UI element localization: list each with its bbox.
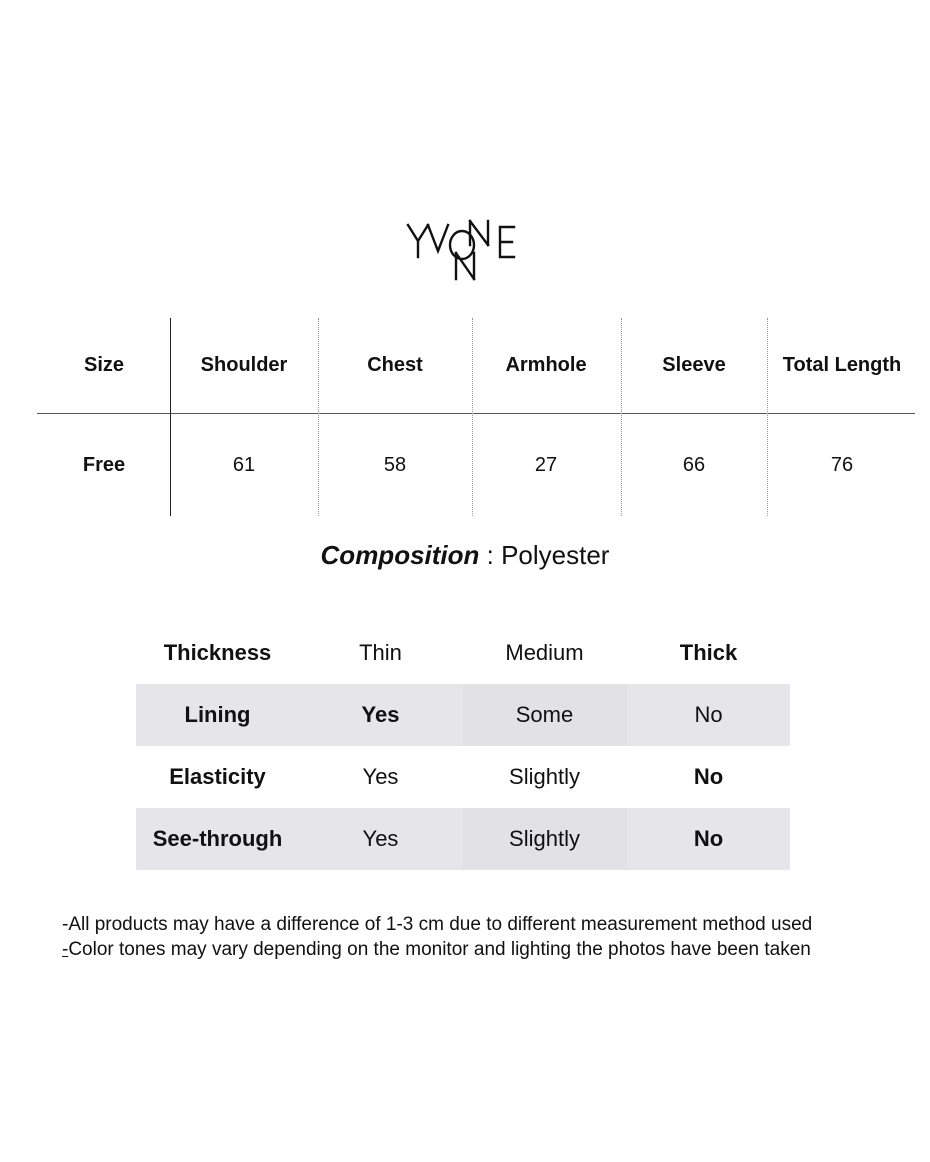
composition-value: Polyester — [501, 540, 610, 570]
fabric-option: No — [694, 702, 723, 727]
fabric-option: Yes — [362, 764, 399, 789]
fabric-row-see-through — [136, 808, 790, 870]
composition-line — [0, 540, 930, 571]
fabric-row-lining — [136, 684, 790, 746]
fabric-option: Slightly — [509, 764, 580, 789]
shoulder-value: 61 — [232, 454, 256, 476]
header-total-length: Total Length — [782, 354, 902, 376]
header-sleeve: Sleeve — [662, 354, 726, 376]
column-divider — [318, 318, 319, 516]
size-table — [37, 318, 915, 516]
total-length-value: 76 — [830, 454, 854, 476]
disclaimer-notes — [62, 912, 812, 962]
fabric-row-label: Lining — [184, 702, 251, 727]
column-divider — [170, 318, 171, 516]
column-divider — [621, 318, 622, 516]
note-color-text: Color tones may vary depending on the monitor and lighting the photos have been taken — [68, 939, 811, 960]
fabric-row-label: Elasticity — [169, 764, 266, 789]
composition-separator: : — [479, 540, 502, 570]
header-divider — [37, 413, 915, 414]
fabric-option: Thin — [359, 640, 402, 665]
header-chest: Chest — [367, 354, 423, 376]
note-measurement: -All products may have a difference of 1-3 cm due to different measurement method used — [62, 914, 813, 935]
chest-value: 58 — [383, 454, 407, 476]
size-value: Free — [82, 454, 126, 476]
sleeve-value: 66 — [682, 454, 706, 476]
fabric-row-label: Thickness — [163, 640, 272, 665]
header-armhole: Armhole — [505, 354, 587, 376]
fabric-row-label: See-through — [152, 826, 283, 851]
fabric-option: Some — [462, 684, 627, 746]
composition-label: Composition — [320, 540, 480, 570]
fabric-row-thickness — [136, 622, 790, 684]
column-divider — [767, 318, 768, 516]
armhole-value: 27 — [534, 454, 558, 476]
fabric-option: Slightly — [462, 808, 627, 870]
header-size: Size — [83, 354, 125, 376]
brand-logo — [400, 205, 530, 285]
column-divider — [472, 318, 473, 516]
header-shoulder: Shoulder — [200, 354, 288, 376]
fabric-option-selected: Thick — [679, 640, 738, 665]
fabric-option: Yes — [362, 826, 399, 851]
brand-logo-mark — [400, 205, 530, 285]
fabric-option-selected: No — [693, 764, 724, 789]
fabric-attributes-table — [136, 622, 790, 870]
note-color-dash: - — [62, 939, 69, 960]
fabric-row-elasticity — [136, 746, 790, 808]
fabric-option-selected: No — [693, 826, 724, 851]
note-color — [62, 937, 812, 962]
fabric-option: Medium — [505, 640, 584, 665]
fabric-option-selected: Yes — [361, 702, 400, 727]
